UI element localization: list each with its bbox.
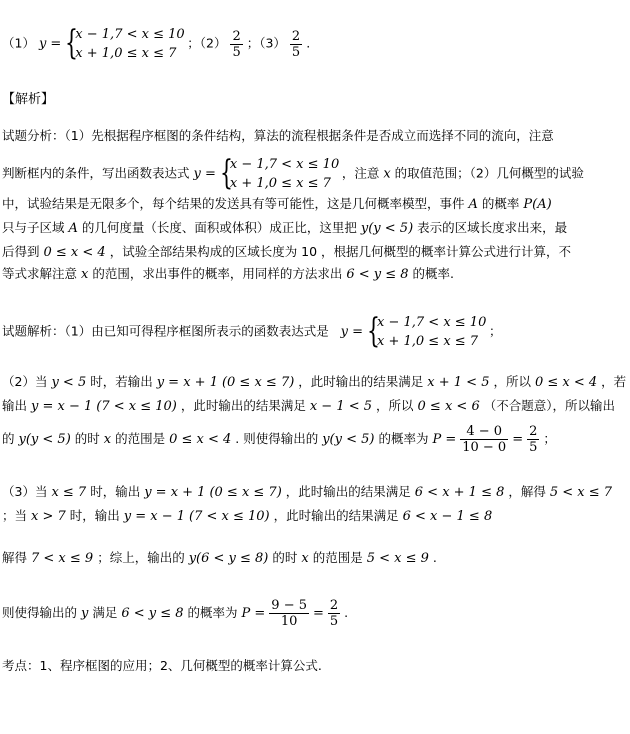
answer-2-fraction bbox=[230, 29, 242, 60]
math: y = x + 1 bbox=[144, 485, 206, 500]
solution-3-line-3 bbox=[2, 550, 437, 567]
text: （2）当 bbox=[2, 374, 48, 389]
text: 的概率为 bbox=[378, 431, 429, 446]
answer-piecewise bbox=[65, 23, 185, 63]
text: 的概率 bbox=[481, 196, 520, 211]
solution-2-line-3 bbox=[2, 422, 556, 457]
piecewise-row-1: x − 1,7 < x ≤ 10 bbox=[377, 315, 487, 330]
answer-3-fraction bbox=[290, 29, 302, 60]
fraction-denominator: 5 bbox=[329, 614, 339, 629]
math: x > 7 bbox=[31, 509, 66, 524]
piecewise-row-2: x + 1,0 ≤ x ≤ 7 bbox=[229, 176, 331, 191]
text: ，此时输出的结果满足 bbox=[298, 374, 424, 389]
piecewise-row-1: x − 1,7 < x ≤ 10 bbox=[229, 157, 340, 172]
analysis-line-1: 试题分析：（1）先根据程序框图的条件结构，算法的流程根据条件是否成立而选择不同的流向，注意 bbox=[2, 128, 554, 143]
math-x: x bbox=[103, 432, 112, 447]
math-A: A bbox=[68, 221, 78, 236]
math-x: x bbox=[81, 267, 89, 282]
text: 的时 bbox=[272, 550, 298, 565]
math-P-equals: P = bbox=[241, 606, 266, 621]
text: . 则使得输出的 bbox=[235, 431, 319, 446]
probability-fraction bbox=[269, 598, 309, 629]
answer-y-equals: y = bbox=[38, 36, 62, 52]
fraction-numerator: 2 bbox=[329, 598, 339, 613]
math: x + 1 < 5 bbox=[427, 375, 490, 390]
text: 的概率为 bbox=[187, 605, 238, 620]
math: x ≤ 7 bbox=[51, 485, 87, 500]
math-y: y bbox=[81, 606, 89, 621]
text: （3）当 bbox=[2, 484, 48, 499]
brace-icon: { bbox=[367, 311, 380, 351]
answer-part-1-label: （1） bbox=[2, 35, 35, 51]
text: ，所以 bbox=[493, 374, 531, 389]
brace-icon: { bbox=[65, 23, 79, 63]
math: (7 < x ≤ 10) bbox=[189, 509, 270, 524]
text: 时，输出 bbox=[90, 484, 141, 499]
math: 0 ≤ x < 6 bbox=[417, 399, 480, 414]
solution-piecewise bbox=[367, 311, 487, 351]
fraction-numerator: 4 − 0 bbox=[460, 424, 508, 440]
text: 的 bbox=[2, 431, 15, 446]
text: 判断框内的条件，写出函数表达式 bbox=[2, 165, 190, 181]
math: 6 < x − 1 ≤ 8 bbox=[402, 509, 493, 524]
analysis-line-2 bbox=[2, 153, 584, 193]
text: 的概率. bbox=[412, 266, 454, 281]
fraction-denominator: 5 bbox=[232, 44, 241, 60]
text: 等式求解注意 bbox=[2, 266, 78, 281]
text: ，此时输出的结果满足 bbox=[285, 484, 411, 499]
text: ； bbox=[543, 431, 556, 446]
text: 的时 bbox=[74, 431, 100, 446]
solution-line-1 bbox=[2, 311, 502, 351]
math: y = x − 1 bbox=[31, 399, 93, 414]
math-y-lt-5: y(y < 5) bbox=[360, 221, 414, 236]
text: ；综上，输出的 bbox=[97, 550, 185, 565]
math-P-equals: P = bbox=[432, 432, 457, 447]
piecewise-row-2: x + 1,0 ≤ x ≤ 7 bbox=[377, 334, 479, 349]
text: ，注意 bbox=[341, 165, 380, 181]
text: 的范围是 bbox=[312, 550, 363, 565]
math: 6 < x + 1 ≤ 8 bbox=[414, 485, 505, 500]
math: 0 ≤ x < 4 bbox=[534, 375, 598, 390]
text: 的取值范围；（2）几何概型的试验 bbox=[394, 165, 584, 181]
text: ，若 bbox=[601, 374, 627, 389]
fraction-denominator: 10 − 0 bbox=[462, 440, 507, 455]
text: 后得到 bbox=[2, 244, 40, 259]
math: y(y < 5) bbox=[322, 432, 375, 447]
text: 试题解析：（1）由已知可得程序框图所表示的函数表达式是 bbox=[2, 323, 329, 339]
analysis-piecewise bbox=[219, 153, 340, 193]
answer-sep-1: ；（2） bbox=[187, 35, 227, 51]
fraction-denominator: 10 bbox=[280, 614, 298, 629]
solution-3-line-1 bbox=[2, 484, 612, 501]
text: 的几何度量（长度、面积或体积）成正比，这里把 bbox=[81, 220, 357, 235]
probability-result-fraction bbox=[527, 424, 539, 455]
text: ，此时输出的结果满足 bbox=[273, 508, 399, 523]
analysis-heading: 【解析】 bbox=[2, 92, 55, 107]
text: . bbox=[344, 605, 349, 620]
text: ，试验全部结果构成的区域长度为 10 ，根据几何概型的概率计算公式进行计算，不 bbox=[109, 244, 572, 259]
text: ；当 bbox=[2, 508, 28, 523]
fraction-numerator: 9 − 5 bbox=[271, 598, 307, 613]
math-x: x bbox=[301, 551, 309, 566]
math: y(y < 5) bbox=[18, 432, 71, 447]
text: ，此时输出的结果满足 bbox=[180, 398, 306, 413]
solution-2-line-2 bbox=[2, 398, 615, 415]
analysis-line-4 bbox=[2, 220, 567, 237]
math-y-equals: y = bbox=[340, 324, 364, 340]
math-inequality: 6 < y ≤ 8 bbox=[346, 267, 409, 282]
math-PA: P(A) bbox=[523, 197, 552, 212]
text: 的范围是 bbox=[115, 431, 166, 446]
text: 满足 bbox=[92, 605, 118, 620]
fraction-denominator: 5 bbox=[529, 440, 538, 455]
text: （不合题意），所以输出 bbox=[483, 398, 615, 413]
analysis-line-5 bbox=[2, 244, 571, 261]
math: 6 < y ≤ 8 bbox=[121, 606, 184, 621]
math: (0 ≤ x ≤ 7) bbox=[221, 375, 295, 390]
math-inequality: 0 ≤ x < 4 bbox=[43, 245, 106, 260]
text: 的范围，求出事件的概率，用同样的方法求出 bbox=[92, 266, 343, 281]
math: y = x + 1 bbox=[156, 375, 218, 390]
text: ，解得 bbox=[508, 484, 546, 499]
answer-end: . bbox=[306, 35, 311, 51]
solution-2-line-1 bbox=[2, 374, 626, 391]
text: ； bbox=[488, 323, 502, 339]
probability-fraction bbox=[460, 424, 508, 455]
math: x − 1 < 5 bbox=[309, 399, 373, 414]
math: (7 < x ≤ 10) bbox=[96, 399, 177, 414]
text: 表示的区域长度求出来，最 bbox=[417, 220, 568, 235]
piecewise-row-2: x + 1,0 ≤ x ≤ 7 bbox=[75, 46, 177, 61]
text: 则使得输出的 bbox=[2, 605, 78, 620]
fraction-denominator: 5 bbox=[291, 44, 301, 60]
solution-3-line-4 bbox=[2, 596, 348, 631]
text: 输出 bbox=[2, 398, 28, 413]
text: 中，试验结果是无限多个，每个结果的发送具有等可能性，这是几何概率模型，事件 bbox=[2, 196, 465, 211]
math: 5 < x ≤ 7 bbox=[549, 485, 613, 500]
key-points: 考点：1、程序框图的应用；2、几何概型的概率计算公式. bbox=[2, 658, 322, 673]
math-y-equals: y = bbox=[193, 166, 216, 182]
math: y(6 < y ≤ 8) bbox=[188, 551, 269, 566]
fraction-numerator: 2 bbox=[232, 28, 241, 44]
fraction-numerator: 2 bbox=[529, 424, 538, 439]
text: 时，若输出 bbox=[90, 374, 153, 389]
fraction-numerator: 2 bbox=[291, 28, 301, 44]
text: 只与子区域 bbox=[2, 220, 65, 235]
probability-result-fraction bbox=[328, 598, 340, 629]
analysis-line-6 bbox=[2, 266, 454, 283]
brace-icon: { bbox=[219, 153, 233, 193]
math: 7 < x ≤ 9 bbox=[31, 551, 94, 566]
equals-sign: = bbox=[512, 432, 524, 447]
analysis-line-3 bbox=[2, 196, 552, 213]
text: . bbox=[432, 550, 437, 565]
math-A: A bbox=[468, 197, 478, 212]
equals-sign: = bbox=[312, 606, 324, 621]
math: y < 5 bbox=[51, 375, 87, 390]
answer-line bbox=[2, 23, 311, 63]
math: (0 ≤ x ≤ 7) bbox=[209, 485, 282, 500]
math: y = x − 1 bbox=[123, 509, 186, 524]
answer-sep-2: ；（3） bbox=[246, 35, 286, 51]
math: 5 < x ≤ 9 bbox=[366, 551, 429, 566]
text: 解得 bbox=[2, 550, 28, 565]
math-x: x bbox=[383, 166, 391, 182]
text: 时，输出 bbox=[69, 508, 120, 523]
text: ，所以 bbox=[376, 398, 414, 413]
math: 0 ≤ x < 4 bbox=[169, 432, 232, 447]
solution-3-line-2 bbox=[2, 508, 492, 525]
piecewise-row-1: x − 1,7 < x ≤ 10 bbox=[75, 27, 185, 42]
